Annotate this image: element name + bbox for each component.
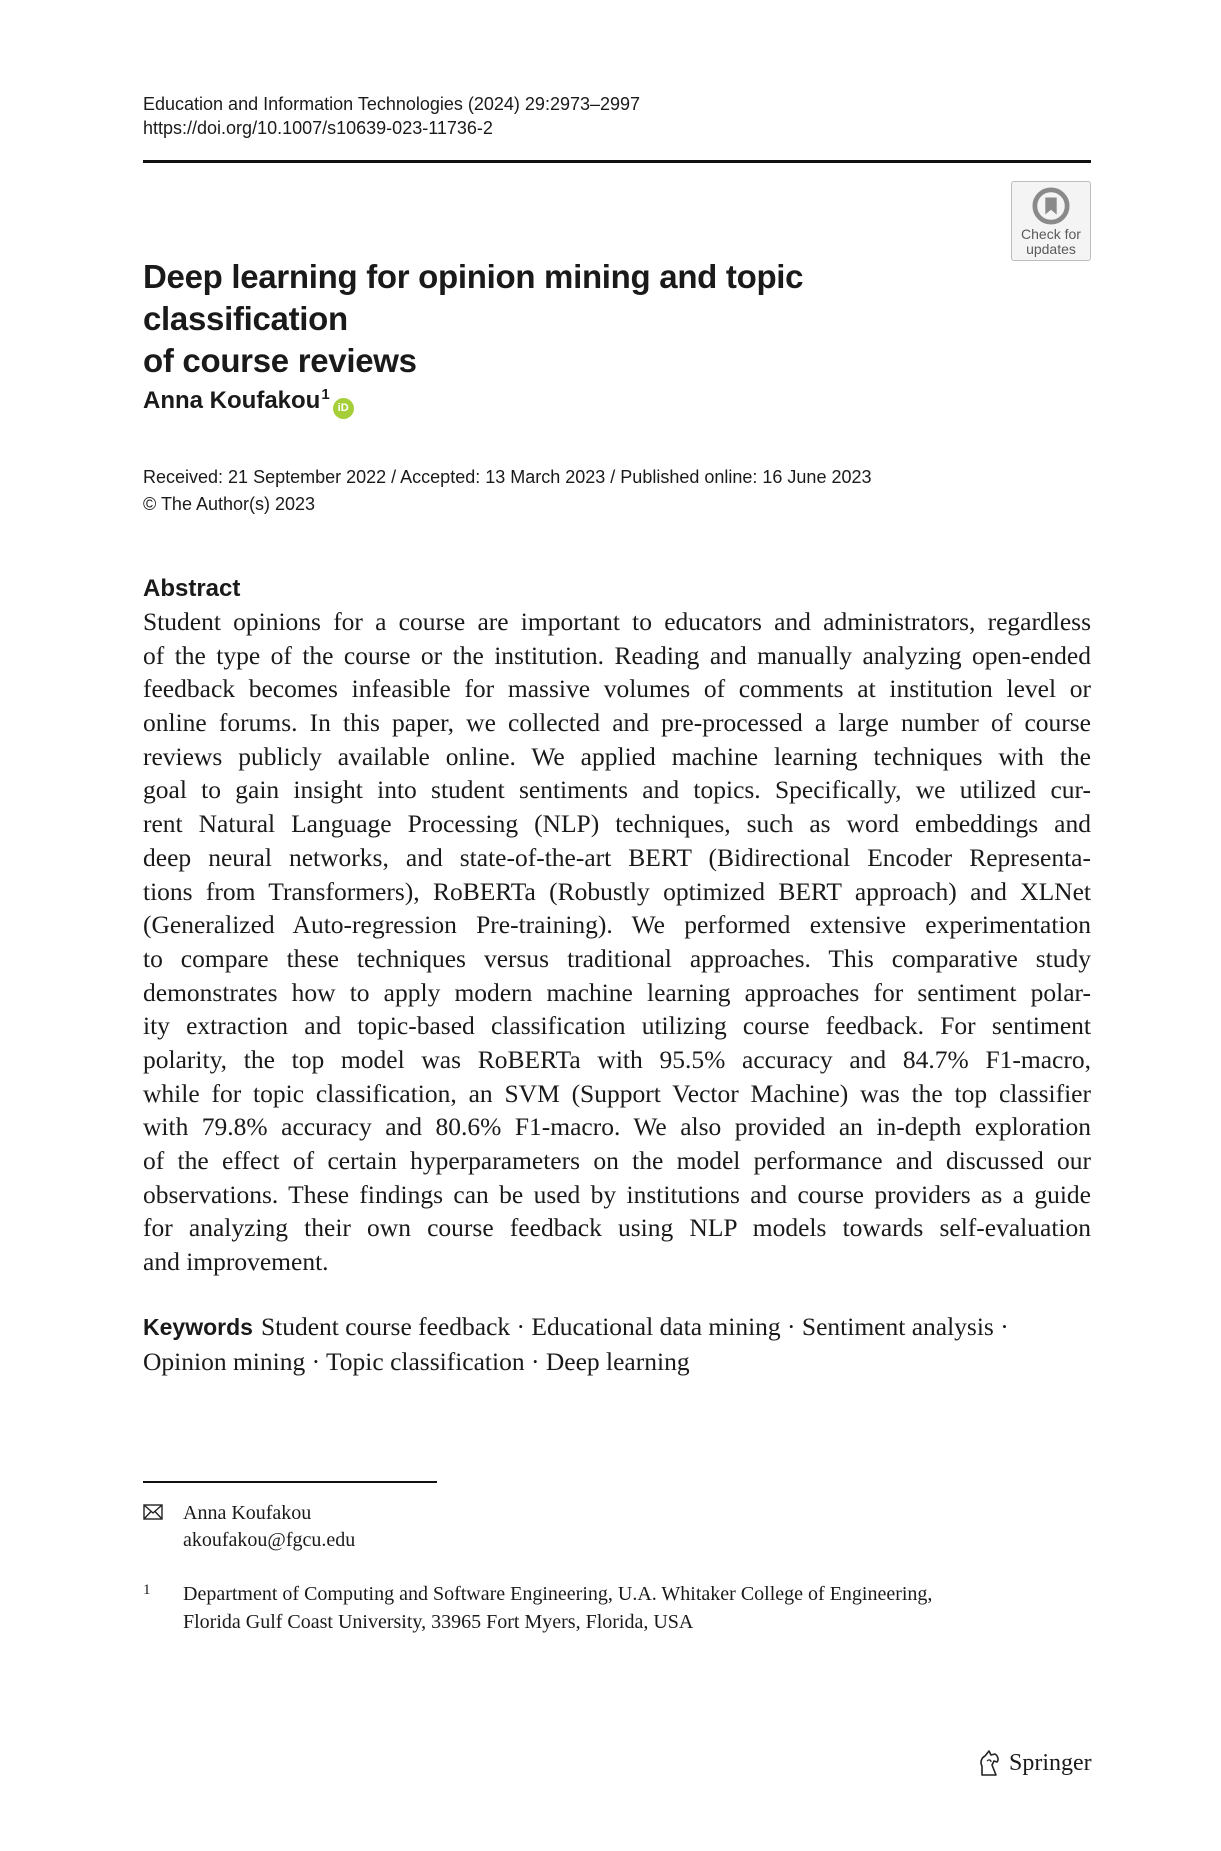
affiliation-line-1: Department of Computing and Software Engineering, U.A. Whitaker College of Engineering,	[183, 1583, 933, 1605]
springer-horse-icon	[977, 1748, 1003, 1778]
doi-link[interactable]: https://doi.org/10.1007/s10639-023-11736-2	[143, 118, 493, 138]
affiliation-marker: 1	[321, 386, 330, 403]
abstract-line: of the type of the course or the institution. Reading and manually analyzing open-ended	[143, 640, 1091, 670]
orcid-icon[interactable]: iD	[333, 398, 354, 419]
author-name: Anna Koufakou	[143, 387, 321, 414]
abstract-line: rent Natural Language Processing (NLP) techniques, such as word embeddings and	[143, 809, 1091, 839]
envelope-icon	[143, 1504, 163, 1520]
paper-title	[143, 256, 1003, 382]
abstract-line: with 79.8% accuracy and 80.6% F1-macro. We also provided an in-depth exploration	[143, 1112, 1091, 1142]
keywords-line-1: Student course feedback · Educational data mining · Sentiment analysis ·	[260, 1312, 1009, 1341]
abstract-line: while for topic classification, an SVM (Support Vector Machine) was the top classifier	[143, 1078, 1091, 1108]
abstract-line: to compare these techniques versus traditional approaches. This comparative study	[143, 943, 1091, 973]
abstract-body	[143, 605, 1091, 1279]
crossmark-icon	[1032, 187, 1070, 225]
abstract-line: and improvement.	[143, 1247, 329, 1277]
title-line-2: of course reviews	[143, 342, 417, 379]
copyright-line: © The Author(s) 2023	[143, 494, 316, 514]
footnote-rule	[143, 1481, 437, 1483]
dates-line: Received: 21 September 2022 / Accepted: 13 March 2023 / Published online: 16 June 2023	[143, 467, 872, 487]
keywords-label: Keywords	[143, 1314, 253, 1340]
badge-line-2: updates	[1026, 241, 1076, 257]
abstract-line: reviews publicly available online. We applied machine learning techniques with the	[143, 741, 1091, 771]
abstract-line: ity extraction and topic-based classification utilizing course feedback. For sentiment	[143, 1011, 1091, 1041]
publisher-name: Springer	[1009, 1749, 1092, 1776]
abstract-line: goal to gain insight into student sentiments and topics. Specifically, we utilized cur-	[143, 775, 1091, 805]
header-rule	[143, 160, 1091, 163]
keywords-block	[143, 1310, 1091, 1378]
abstract-line: polarity, the top model was RoBERTa with 95.5% accuracy and 84.7% F1-macro,	[143, 1044, 1091, 1074]
abstract-line: demonstrates how to apply modern machine learning approaches for sentiment polar-	[143, 977, 1091, 1007]
publisher-logo	[977, 1748, 1092, 1778]
journal-citation: Education and Information Technologies (2024) 29:2973–2997	[143, 94, 641, 114]
abstract-line: tions from Transformers), RoBERTa (Robustly optimized BERT approach) and XLNet	[143, 876, 1091, 906]
badge-line-1: Check for	[1021, 226, 1081, 242]
title-line-1: Deep learning for opinion mining and topic classification	[143, 258, 804, 337]
journal-header	[143, 92, 640, 140]
abstract-line: Student opinions for a course are important to educators and administrators, regardless	[143, 607, 1091, 636]
abstract-line: of the effect of certain hyperparameters on the model performance and discussed our	[143, 1146, 1091, 1175]
abstract-line: for analyzing their own course feedback using NLP models towards self-evaluation	[143, 1213, 1091, 1243]
corresponding-author-email[interactable]: akoufakou@fgcu.edu	[183, 1529, 356, 1551]
keywords-line-2: Opinion mining · Topic classification · Deep learning	[143, 1346, 690, 1376]
abstract-line: observations. These findings can be used by institutions and course providers as a guide	[143, 1179, 1091, 1209]
check-for-updates-badge[interactable]	[1011, 181, 1091, 261]
affiliation-number: 1	[143, 1582, 151, 1598]
abstract-line: online forums. In this paper, we collected and pre-processed a large number of course	[143, 708, 1091, 738]
author-block	[143, 386, 354, 419]
abstract-line: feedback becomes infeasible for massive volumes of comments at institution level or	[143, 674, 1091, 704]
publication-dates	[143, 464, 872, 518]
abstract-line: (Generalized Auto-regression Pre-training). We performed extensive experimentation	[143, 910, 1091, 940]
abstract-line: deep neural networks, and state-of-the-art BERT (Bidirectional Encoder Representa-	[143, 842, 1091, 872]
abstract-heading: Abstract	[143, 575, 241, 602]
corresponding-author-name: Anna Koufakou	[183, 1502, 312, 1524]
affiliation-line-2: Florida Gulf Coast University, 33965 Fort Myers, Florida, USA	[183, 1611, 694, 1633]
